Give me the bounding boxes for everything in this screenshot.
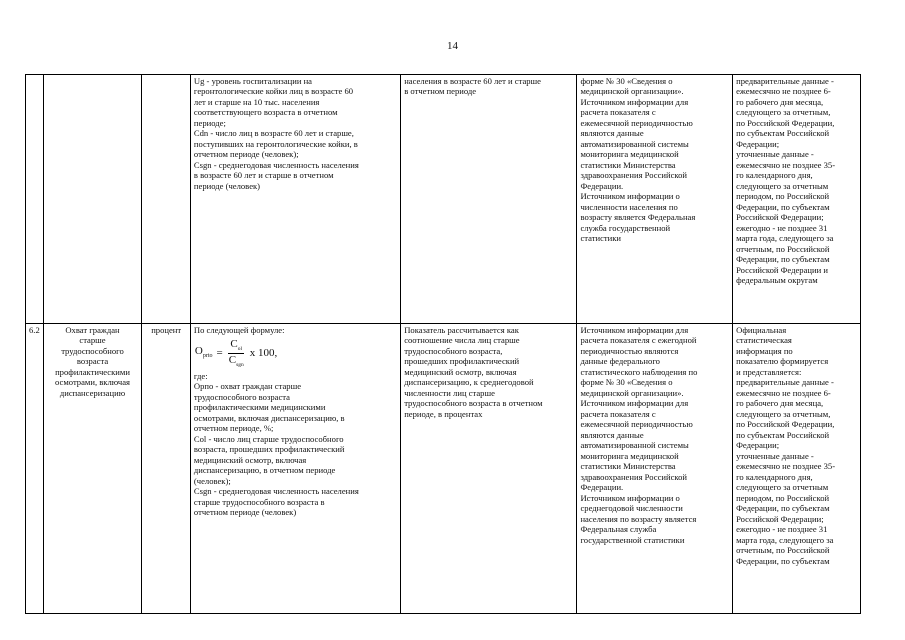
text-line: ежегодно - не позднее 31 bbox=[736, 524, 828, 535]
text-line: информация по bbox=[736, 345, 793, 356]
text-line: ежемесячно не позднее 35- bbox=[736, 461, 836, 472]
text-line: Российской Федерации; bbox=[736, 513, 824, 524]
text-line: Федерации; bbox=[736, 138, 780, 149]
text-line: численности населения по bbox=[580, 201, 678, 212]
text-line: статистики bbox=[580, 233, 622, 244]
text-line: Csgn - среднегодовая численность населения bbox=[193, 159, 359, 170]
text-line: Федеральная служба bbox=[580, 524, 657, 535]
cell-unit bbox=[142, 75, 190, 324]
text-line: Федерации, по субъектам bbox=[736, 254, 830, 265]
text-line: форме № 30 «Сведения о bbox=[580, 76, 673, 86]
text-line: го календарного дня, bbox=[736, 471, 813, 482]
text-line: возрасту является Федеральная bbox=[580, 212, 696, 223]
text-line: Федерации; bbox=[736, 440, 780, 451]
cell-name bbox=[43, 324, 142, 614]
text-line: го календарного дня, bbox=[736, 170, 813, 181]
page-number: 14 bbox=[447, 40, 458, 52]
text-line: Cdn - число лиц в возрасте 60 лет и старше, bbox=[193, 128, 354, 139]
formula-fraction: $\frac{C_{ol}}{C_{sgn}}$ bbox=[228, 338, 244, 368]
text-line: медицинский осмотр, включая bbox=[404, 366, 517, 377]
text-line: осмотрами, включая диспансеризацию, в bbox=[193, 412, 345, 423]
text-line: ежегодно - не позднее 31 bbox=[736, 222, 828, 233]
text-line: трудоспособного возраста bbox=[193, 391, 290, 402]
text-line: следующего за отчетным bbox=[736, 180, 829, 191]
text-line: профилактическими медицинскими bbox=[193, 402, 326, 413]
text-line: Источником информации для bbox=[580, 96, 689, 107]
text-line: Официальная bbox=[736, 325, 787, 335]
text-line: уточненные данные - bbox=[736, 450, 814, 461]
formula-tail: x 100, bbox=[249, 346, 278, 359]
text-line: марта года, следующего за bbox=[736, 534, 834, 545]
text-line: статистики Министерства bbox=[580, 159, 676, 170]
text-line: возраста, прошедших профилактический bbox=[193, 444, 345, 455]
cell-unit: процент bbox=[142, 324, 190, 614]
text-line: трудоспособного bbox=[61, 345, 124, 356]
text-line: форме № 30 «Сведения о bbox=[580, 377, 673, 388]
text-line: периоде, в процентах bbox=[404, 408, 483, 419]
text-line: Федерации, по субъектам bbox=[736, 503, 830, 514]
text-line: старше трудоспособного возраста в bbox=[193, 496, 325, 507]
text-line: населения в возрасте 60 лет и старше bbox=[404, 76, 541, 86]
text-line: периодичностью являются bbox=[580, 345, 679, 356]
text-line: периодом, по Российской bbox=[736, 191, 830, 202]
text-line: здравоохранения Российской bbox=[580, 170, 688, 181]
text-line: расчета показателя с bbox=[580, 408, 656, 419]
text-line: медицинской организации». bbox=[580, 86, 684, 97]
cell-source bbox=[577, 324, 733, 614]
text-line: ежемесячно не позднее 6- bbox=[736, 86, 831, 97]
text-line: ежемесячной периодичностью bbox=[580, 117, 693, 128]
text-line: здравоохранения Российской bbox=[580, 471, 688, 482]
text-line: ежемесячно не позднее 35- bbox=[736, 159, 836, 170]
text-line: предварительные данные - bbox=[736, 377, 834, 388]
table-row bbox=[26, 324, 861, 614]
cell-schedule bbox=[733, 75, 861, 324]
text-line: по субъектам Российской bbox=[736, 128, 830, 139]
text-line: статистического наблюдения по bbox=[580, 366, 698, 377]
text-line: мониторинга медицинской bbox=[580, 149, 679, 160]
text-line: соотношение числа лиц старше bbox=[404, 335, 520, 346]
text-line: Федерации, по субъектам bbox=[736, 555, 830, 566]
text-line: Российской Федерации; bbox=[736, 212, 824, 223]
text-line: Источником информации для bbox=[580, 398, 689, 409]
text-line: в отчетном периоде bbox=[404, 86, 477, 97]
text-line: являются данные bbox=[580, 128, 644, 139]
text-line: Col - число лиц старше трудоспособного bbox=[193, 433, 344, 444]
text-line: по Российской Федерации, bbox=[736, 117, 835, 128]
text-line: являются данные bbox=[580, 429, 644, 440]
text-line: прошедших профилактический bbox=[404, 356, 520, 367]
formula-intro: По следующей формуле: bbox=[193, 325, 285, 335]
text-line: (человек); bbox=[193, 475, 231, 486]
text-line: и представляется: bbox=[736, 366, 802, 377]
text-line: численности лиц старше bbox=[404, 387, 495, 398]
formula-equals: = bbox=[216, 346, 223, 359]
text-line: трудоспособного возраста, bbox=[404, 345, 503, 356]
text-line: Орпо - охват граждан старше bbox=[193, 381, 302, 392]
text-line: мониторинга медицинской bbox=[580, 450, 679, 461]
text-line: данные федерального bbox=[580, 356, 660, 367]
cell-schedule bbox=[733, 324, 861, 614]
text-line: Csgn - среднегодовая численность населения bbox=[193, 486, 359, 497]
text-line: отчетным, по Российской bbox=[736, 545, 830, 556]
text-line: поступивших на геронтологические койки, в bbox=[193, 138, 358, 149]
cell-method bbox=[401, 324, 577, 614]
cell-name bbox=[43, 75, 142, 324]
text-line: где: bbox=[193, 370, 208, 381]
indicator-table bbox=[25, 74, 861, 614]
text-line: го рабочего дня месяца, bbox=[736, 398, 824, 409]
text-line: автоматизированной системы bbox=[580, 138, 689, 149]
text-line: Ug - уровень госпитализации на bbox=[193, 76, 312, 86]
text-line: медицинский осмотр, включая bbox=[193, 454, 307, 465]
text-line: населения по возрасту является bbox=[580, 513, 697, 524]
text-line: показателю формируется bbox=[736, 356, 829, 367]
text-line: го рабочего дня месяца, bbox=[736, 96, 824, 107]
cell-number: 6.2 bbox=[26, 324, 44, 614]
text-line: Источником информации о bbox=[580, 191, 680, 202]
text-line: статистическая bbox=[736, 335, 792, 346]
text-line: периоде; bbox=[193, 117, 226, 128]
text-line: отчетном периоде (человек); bbox=[193, 149, 299, 160]
text-line: следующего за отчетным, bbox=[736, 107, 831, 118]
text-line: статистики Министерства bbox=[580, 461, 676, 472]
text-line: лет и старше на 10 тыс. населения bbox=[193, 96, 320, 107]
text-line: Федерации. bbox=[580, 482, 624, 493]
cell-formula bbox=[190, 324, 400, 614]
cell-formula bbox=[190, 75, 400, 324]
text-line: Источником информации о bbox=[580, 492, 680, 503]
text-line: трудоспособного возраста в отчетном bbox=[404, 398, 543, 409]
text-line: медицинской организации». bbox=[580, 387, 684, 398]
text-line: профилактическими bbox=[55, 366, 130, 377]
text-line: соответствующего возраста в отчетном bbox=[193, 107, 338, 118]
text-line: государственной статистики bbox=[580, 534, 685, 545]
text-line: автоматизированной системы bbox=[580, 440, 689, 451]
text-line: диспансеризацию bbox=[59, 387, 126, 398]
formula bbox=[195, 338, 397, 367]
text-line: предварительные данные - bbox=[736, 76, 834, 86]
text-line: Показатель рассчитывается как bbox=[404, 325, 519, 335]
text-line: среднегодовой численности bbox=[580, 503, 683, 514]
text-line: Российской Федерации и bbox=[736, 264, 828, 275]
text-line: геронтологические койки лиц в возрасте 60 bbox=[193, 86, 354, 97]
text-line: по субъектам Российской bbox=[736, 429, 830, 440]
formula-legend bbox=[194, 371, 397, 518]
text-line: Федерации, по субъектам bbox=[736, 201, 830, 212]
text-line: следующего за отчетным, bbox=[736, 408, 831, 419]
cell-number bbox=[26, 75, 44, 324]
text-line: отчетном периоде (человек) bbox=[193, 507, 297, 518]
text-line: расчета показателя с bbox=[580, 107, 656, 118]
text-line: периоде (человек) bbox=[193, 180, 261, 191]
text-line: ежемесячной периодичностью bbox=[580, 419, 693, 430]
text-line: ежемесячно не позднее 6- bbox=[736, 387, 831, 398]
text-line: уточненные данные - bbox=[736, 149, 814, 160]
text-line: федеральным округам bbox=[736, 275, 818, 286]
text-line: марта года, следующего за bbox=[736, 233, 834, 244]
formula-lhs: $O_{prto}$ bbox=[194, 345, 213, 360]
text-line: по Российской Федерации, bbox=[736, 419, 835, 430]
text-line: Источником информации для bbox=[580, 325, 689, 335]
text-line: расчета показателя с ежегодной bbox=[580, 335, 697, 346]
text-line: отчетным, по Российской bbox=[736, 243, 830, 254]
text-line: старше bbox=[79, 335, 106, 346]
table-row bbox=[26, 75, 861, 324]
text-line: Федерации. bbox=[580, 180, 624, 191]
text-line: в возрасте 60 лет и старше в отчетном bbox=[193, 170, 334, 181]
text-line: отчетном периоде, %; bbox=[193, 423, 274, 434]
text-line: осмотрами, включая bbox=[55, 377, 130, 388]
text-line: диспансеризацию, в отчетном периоде bbox=[193, 465, 336, 476]
text-line: Охват граждан bbox=[65, 325, 120, 335]
text-line: служба государственной bbox=[580, 222, 671, 233]
text-line: следующего за отчетным bbox=[736, 482, 829, 493]
text-line: периодом, по Российской bbox=[736, 492, 830, 503]
cell-source bbox=[577, 75, 733, 324]
text-line: возраста bbox=[76, 356, 109, 367]
text-line: диспансеризацию, к среднегодовой bbox=[404, 377, 534, 388]
cell-method bbox=[401, 75, 577, 324]
